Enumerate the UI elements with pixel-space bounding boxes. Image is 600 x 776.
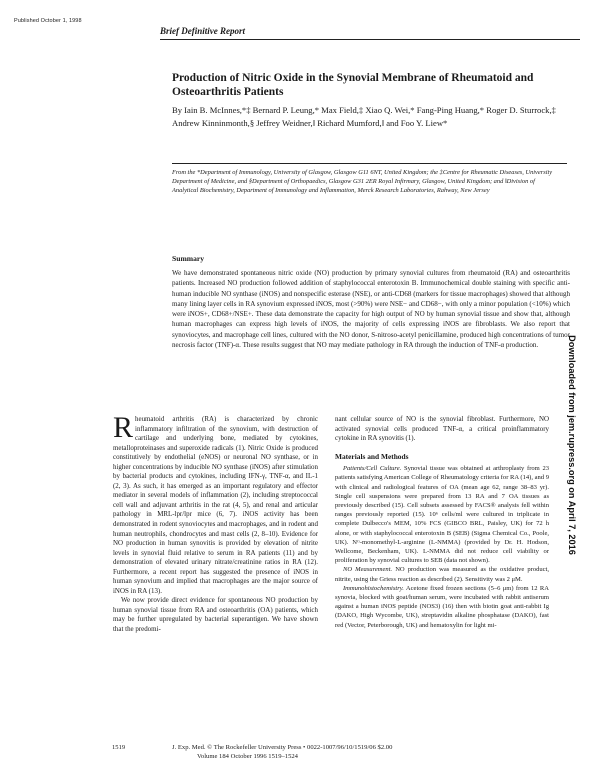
drop-cap: R bbox=[113, 411, 134, 444]
download-watermark bbox=[560, 265, 584, 625]
download-watermark-text: Downloaded from jem.rupress.org on April 7, 2016 bbox=[567, 335, 577, 555]
runin-patients: Patients/Cell Culture. bbox=[343, 465, 402, 473]
header-rule bbox=[160, 39, 580, 40]
methods-column bbox=[335, 415, 549, 630]
methods-text-no: NO production was measured as the oxidative product, nitrite, using the Griess reaction as described (2). Sensitivity was 2 μM. bbox=[335, 566, 549, 583]
summary-heading: Summary bbox=[172, 254, 205, 263]
methods-heading: Materials and Methods bbox=[335, 451, 409, 461]
intro-paragraph-2: We now provide direct evidence for spontaneous NO production by human synovial tissue from RA and osteoarthritis (OA) patients, which may be further upregulated by bacterial superantigen. We have shown that the predomi- bbox=[113, 596, 318, 634]
author-list: By Iain B. McInnes,*‡ Bernard P. Leung,* Max Field,‡ Xiao Q. Wei,* Fang-Ping Huang,* Roger D. Sturrock,‡ Andrew Kinninmonth,§ Jeffrey Weidner,‖ Richard Mumford,‖ and Foo Y. Liew* bbox=[172, 105, 556, 128]
affiliation-rule bbox=[172, 163, 567, 164]
methods-text-patients: Synovial tissue was obtained at arthroplasty from 23 patients satisfying American College of Rheumatology criteria for RA (14), and 9 with clinical and radiological features of OA (mean age 62, range 38–83 yr). Single cell suspensions were prepared from 13 RA and 7 OA tissues as previously described (15). Cell subsets assessed by FACS® analysis fell within ranges previously reported (15). 10⁶ cells/ml were cultured in triplicate in complete Dulbecco's MEM, 10% FCS (GIBCO BRL, Paisley, UK) for 72 h alone, or with staphylococcal enterotoxin B (SEB) (Sigma Chemical Co., Poole, UK). Nᴳ-monomethyl-L-arginine (L-NMMA) (provided by Dr. H. Hodson, Wellcome, Beckenham, UK). L-NMMA did not reduce cell viability or proliferation by synovial cultures to SEB (data not shown). bbox=[335, 465, 549, 565]
affiliation: From the *Department of Immunology, University of Glasgow, Glasgow G11 6NT, United Kingdom; the ‡Centre for Rheumatic Diseases, University Department of Medicine, and §Department of Orthopaedics, Glasgow G31 2ER Royal Infirmary, Glasgow, United Kingdom; and ‖Division of Analytical Biochemistry, Department of Immunology and Inflammation, Merck Research Laboratories, Rahway, New Jersey bbox=[172, 169, 553, 195]
runin-no: NO Measurement. bbox=[343, 566, 393, 574]
methods-paragraph-immuno bbox=[335, 584, 549, 630]
intro-column bbox=[113, 411, 318, 635]
intro-text-1: heumatoid arthritis (RA) is characterized by chronic inflammatory infiltration of the synovium, with destruction of cartilage and underlying bone, mediated by cytokines, metalloproteinases and superoxide radicals (1). Nitric Oxide is produced constitutively by endothelial (eNOS) or neuronal NO synthase, or in higher concentrations by inducible NO synthase (iNOS) after stimulation by bacterial products and cytokines, including IFN-γ, TNF-α, and IL-1 (2, 3). As such, it has emerged as an important regulatory and effector mediator in several models of inflammation (2), including streptococcal cell wall and adjuvant arthritis in the rat (4, 5), and renal and articular pathology in MRL-lpr/lpr mice (6, 7). iNOS activity has been demonstrated in rodent synoviocytes and macrophages, and in rodent and human neutrophils, chondrocytes and mast cells (2, 8–10). Evidence for NO production in human synovitis is provided by elevation of nitrite levels in synovial fluid relative to serum in RA patients (11) and by demonstration of elevated urinary nitrate/creatinine ratios in RA (12). Furthermore, a recent report has suggested the presence of iNOS in human synovium and implied that macrophages are the major source of iNOS in RA (13). bbox=[113, 415, 318, 595]
summary-text: We have demonstrated spontaneous nitric oxide (NO) production by primary synovial cultures from rheumatoid (RA) and osteoarthritis patients. Increased NO production followed addition of staphylococcal enterotoxin B. Immunochemical double staining with specific anti-human inducible NO synthase (iNOS) and nonspecific esterase (NSE), or anti-CD68 (markers for tissue macrophages) showed that although many lining layer cells in RA synovium expressed iNOS, most (>90%) were NSE− and CD68−, with only a minor population (<10%) which were iNOS+, CD68+/NSE+. These data demonstrate the capacity for high output of NO by human synovial tissue and show that, although human macrophages can express high levels of iNOS, the majority of cells expressing iNOS are fibroblasts. We also report that synoviocytes, and macrophage cell lines, cultured with the NO donor, S-nitroso-acetyl penicillamine, produced high concentrations of tumor necrosis factor (TNF)-α. These results suggest that NO may mediate pathology in RA through the induction of TNF-α production. bbox=[172, 269, 570, 349]
volume-info: Volume 184 October 1996 1519–1524 bbox=[197, 753, 298, 760]
runin-immuno: Immunohistochemistry. bbox=[343, 584, 404, 592]
article-title: Production of Nitric Oxide in the Synovial Membrane of Rheumatoid and Osteoarthritis Patients bbox=[172, 72, 534, 98]
methods-paragraph-patients bbox=[335, 464, 549, 565]
methods-text-immuno: Acetone fixed frozen sections (5–6 μm) from 12 RA synovia, blocked with goat/human serum, were incubated with rabbit antiserum against a human iNOS peptide (NOS3) (16) then with biotin goat anti-rabbit Ig (DAKO, High Wycombe, UK), streptavidin alkaline phosphatase (DAKO), fast red (Vector, Peterborough, UK) and hematoxylin for light mi- bbox=[335, 584, 549, 629]
page-number: 1519 bbox=[112, 744, 126, 751]
methods-paragraph-no bbox=[335, 565, 549, 583]
published-date: Published October 1, 1998 bbox=[14, 18, 82, 24]
journal-citation: J. Exp. Med. © The Rockefeller University Press • 0022-1007/96/10/1519/06 $2.00 bbox=[172, 744, 393, 751]
intro-continuation: nant cellular source of NO is the synovial fibroblast. Furthermore, NO activated synovial cells produced TNF-α, a critical proinflammatory cytokine in RA synovitis (1). bbox=[335, 415, 549, 443]
intro-paragraph-1 bbox=[113, 411, 318, 596]
running-header: Brief Definitive Report bbox=[160, 26, 245, 36]
